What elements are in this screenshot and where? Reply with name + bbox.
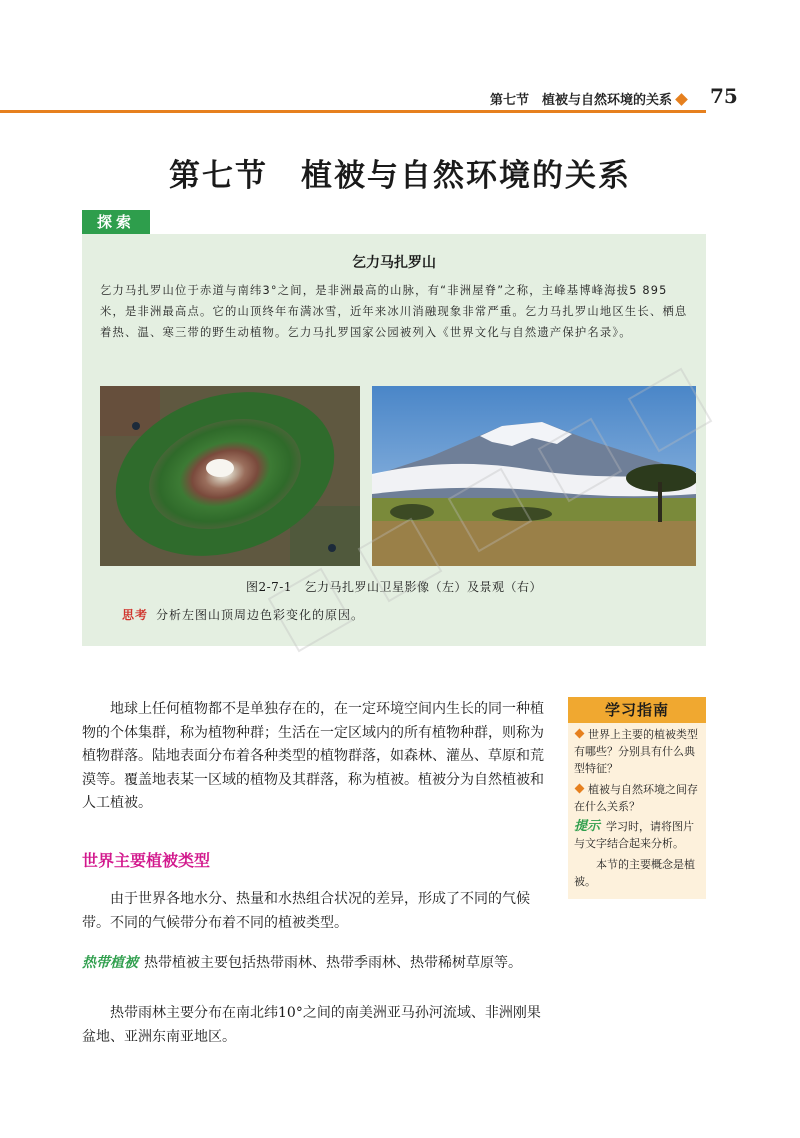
guide-item bbox=[574, 781, 702, 815]
running-title: 第七节 植被与自然环境的关系 bbox=[489, 93, 672, 108]
guide-tip bbox=[574, 818, 702, 852]
figure-caption: 图2-7-1 乞力马扎罗山卫星影像（左）及景观（右） bbox=[245, 580, 542, 594]
explore-text: 乞力马扎罗山位于赤道与南纬3°之间，是非洲最高的山脉，有“非洲屋脊”之称，主峰基博峰海拔5 895米，是非洲最高点。它的山顶终年布满冰雪，近年来冰川消融现象非常严重。乞力马扎罗山地区生长、栖息着热、温、寒三带的野生动植物。乞力马扎罗国家公园被列入《世界文化与自然遗产保护名录》。 bbox=[100, 284, 688, 339]
study-guide-box bbox=[568, 723, 706, 899]
paragraph-intro: 地球上任何植物都不是单独存在的，在一定环境空间内生长的同一种植物的个体集群，称为植物种群；生活在一定区域内的所有植物种群，则称为植物群落。陆地表面分布着各种类型的植物群落，如森林、灌丛、草原和荒漠等。覆盖地表某一区域的植物及其群落，称为植被。植被分为自然植被和人工植被。 bbox=[82, 701, 544, 811]
guide-item-text: 世界上主要的植被类型有哪些？分别具有什么典型特征？ bbox=[574, 728, 698, 775]
tropical-text: 热带植被主要包括热带雨林、热带季雨林、热带稀树草原等。 bbox=[144, 955, 522, 971]
guide-item-text: 植被与自然环境之间存在什么关系？ bbox=[574, 783, 698, 813]
explore-box bbox=[82, 234, 706, 646]
section-heading: 世界主要植被类型 bbox=[82, 851, 211, 870]
think-text: 分析左图山顶周边色彩变化的原因。 bbox=[156, 608, 365, 622]
tropical-label: 热带植被 bbox=[82, 955, 138, 971]
explore-tab: 探索 bbox=[82, 210, 150, 234]
page-number: 75 bbox=[710, 84, 738, 108]
paragraph-tropical bbox=[82, 952, 552, 976]
diamond-bullet-icon bbox=[575, 729, 585, 739]
study-guide-title: 学习指南 bbox=[568, 697, 706, 723]
tip-text: 学习时，请将图片与文字结合起来分析。 bbox=[574, 820, 695, 850]
paragraph-rainforest: 热带雨林主要分布在南北纬10°之间的南美洲亚马孙河流域、非洲刚果盆地、亚洲东南亚地区。 bbox=[82, 1005, 541, 1045]
diamond-icon bbox=[675, 93, 688, 106]
paragraph-climate: 由于世界各地水分、热量和水热组合状况的差异，形成了不同的气候带。不同的气候带分布着不同的植被类型。 bbox=[82, 891, 530, 931]
running-header bbox=[0, 84, 800, 112]
explore-heading: 乞力马扎罗山 bbox=[352, 255, 436, 271]
chapter-title: 第七节 植被与自然环境的关系 bbox=[169, 158, 631, 194]
guide-tip-concept: 本节的主要概念是植被。 bbox=[574, 858, 695, 888]
tip-label: 提示 bbox=[574, 819, 601, 834]
think-label: 思考 bbox=[122, 608, 149, 622]
satellite-image bbox=[100, 386, 360, 566]
think-prompt bbox=[122, 606, 364, 623]
header-rule bbox=[0, 110, 706, 113]
diamond-bullet-icon bbox=[575, 784, 585, 794]
guide-item bbox=[574, 726, 702, 777]
landscape-photo bbox=[372, 386, 696, 566]
